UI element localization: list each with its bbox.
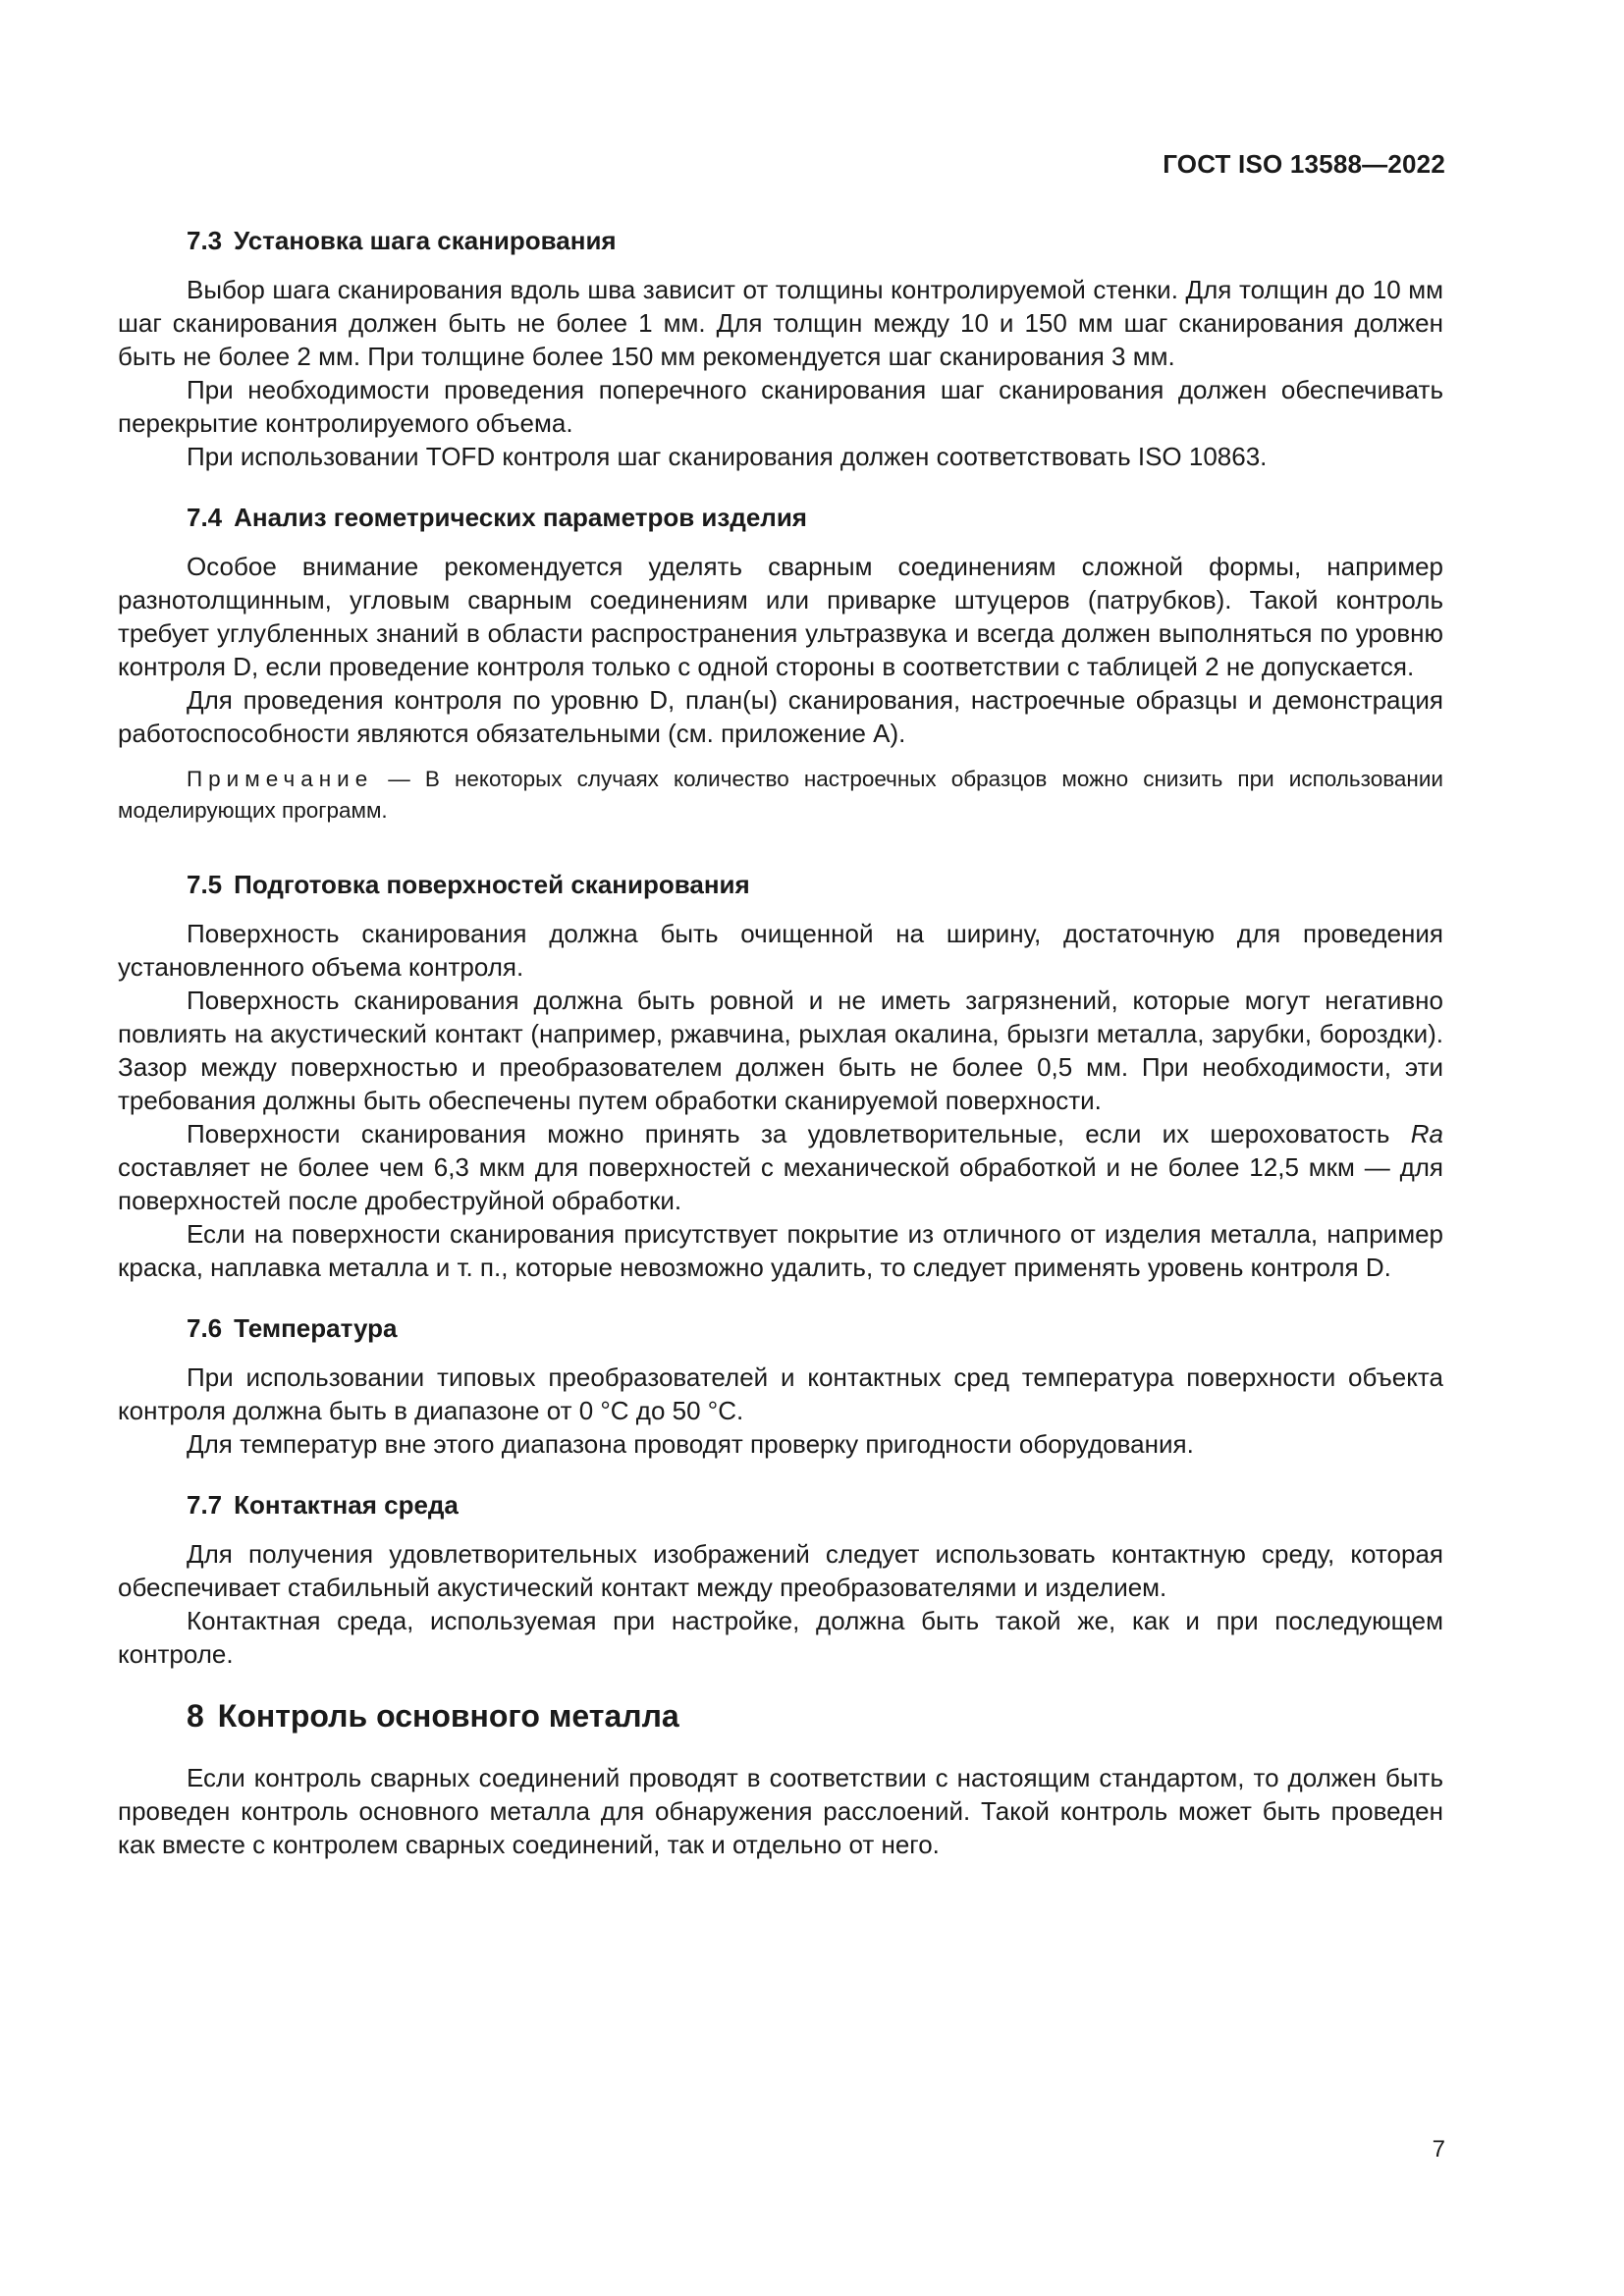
roughness-symbol: Ra bbox=[1410, 1119, 1443, 1148]
section-heading: Температура bbox=[234, 1313, 398, 1343]
section-title bbox=[118, 868, 1443, 901]
paragraph: Контактная среда, используемая при настройке, должна быть такой же, как и при последующем контроле. bbox=[118, 1606, 1443, 1669]
section-title bbox=[118, 501, 1443, 534]
section-7-6 bbox=[118, 1311, 1443, 1461]
paragraph: Если контроль сварных соединений проводят в соответствии с настоящим стандартом, то должен быть проведен контроль основного металла для обнаружения расслоений. Такой контроль может быть проведен как вместе с контролем сварных соединений, так и отдельно от него. bbox=[118, 1763, 1443, 1859]
section-7-5 bbox=[118, 868, 1443, 1284]
section-title bbox=[118, 1488, 1443, 1522]
paragraph-text: Поверхности сканирования можно принять за удовлетворительные, если их шероховатость bbox=[187, 1119, 1411, 1148]
paragraph: Для получения удовлетворительных изображений следует использовать контактную среду, которая обеспечивает стабильный акустический контакт между преобразователями и изделием. bbox=[118, 1539, 1443, 1602]
section-heading: Установка шага сканирования bbox=[234, 226, 617, 255]
section-title bbox=[118, 224, 1443, 257]
paragraph: Особое внимание рекомендуется уделять сварным соединениям сложной формы, например разнотолщинным, угловым сварным соединениям или приварке штуцеров (патрубков). Такой контроль требует углубленных знаний в области распространения ультразвука и всегда должен выполняться по уровню контроля D, если проведение контроля только с одной стороны в соответствии с таблицей 2 не допускается. bbox=[118, 552, 1443, 681]
page-content bbox=[118, 224, 1443, 1861]
section-7-4 bbox=[118, 501, 1443, 827]
note bbox=[118, 764, 1443, 827]
paragraph: Если на поверхности сканирования присутствует покрытие из отличного от изделия металла, например краска, наплавка металла и т. п., которые невозможно удалить, то следует применять уровень контроля D. bbox=[118, 1219, 1443, 1282]
chapter-number: 8 bbox=[187, 1698, 204, 1734]
paragraph: Для температур вне этого диапазона проводят проверку пригодности оборудования. bbox=[187, 1429, 1194, 1459]
paragraph: Для проведения контроля по уровню D, план(ы) сканирования, настроечные образцы и демонстрация работоспособности являются обязательными (см. приложение А). bbox=[118, 685, 1443, 748]
paragraph: При использовании TOFD контроля шаг сканирования должен соответствовать ISO 10863. bbox=[187, 442, 1268, 471]
paragraph: Поверхность сканирования должна быть очищенной на ширину, достаточную для проведения установленного объема контроля. bbox=[118, 919, 1443, 982]
section-heading: Анализ геометрических параметров изделия bbox=[234, 503, 807, 532]
section-heading: Контактная среда bbox=[234, 1490, 459, 1520]
page-number: 7 bbox=[1432, 2136, 1445, 2163]
section-number: 7.5 bbox=[187, 870, 223, 899]
note-text: — В некоторых случаях количество настроечных образцов можно снизить при использовании моделирующих программ. bbox=[118, 767, 1443, 823]
paragraph: Выбор шага сканирования вдоль шва зависит от толщины контролируемой стенки. Для толщин до 10 мм шаг сканирования должен быть не более 1 мм. Для толщин между 10 и 150 мм шаг сканирования должен быть не более 2 мм. При толщине более 150 мм рекомендуется шаг сканирования 3 мм. bbox=[118, 275, 1443, 371]
standard-header: ГОСТ ISO 13588—2022 bbox=[1163, 149, 1445, 179]
chapter-title bbox=[118, 1696, 1443, 1735]
chapter-8 bbox=[118, 1696, 1443, 1861]
paragraph: При использовании типовых преобразователей и контактных сред температура поверхности объекта контроля должна быть в диапазоне от 0 °С до 50 °С. bbox=[118, 1362, 1443, 1425]
paragraph-text: составляет не более чем 6,3 мкм для поверхностей с механической обработкой и не более 12,5 мкм — для поверхностей после дробеструйной обработки. bbox=[118, 1152, 1443, 1215]
section-title bbox=[118, 1311, 1443, 1345]
paragraph: Поверхность сканирования должна быть ровной и не иметь загрязнений, которые могут негативно повлиять на акустический контакт (например, ржавчина, рыхлая окалина, брызги металла, зарубки, бороздки). Зазор между поверхностью и преобразователем должен быть не более 0,5 мм. При необходимости, эти требования должны быть обеспечены путем обработки сканируемой поверхности. bbox=[118, 986, 1443, 1115]
section-number: 7.4 bbox=[187, 503, 223, 532]
section-number: 7.3 bbox=[187, 226, 223, 255]
section-7-3 bbox=[118, 224, 1443, 473]
paragraph bbox=[118, 1117, 1443, 1217]
section-number: 7.7 bbox=[187, 1490, 223, 1520]
section-heading: Подготовка поверхностей сканирования bbox=[234, 870, 750, 899]
note-label: Примечание bbox=[187, 767, 374, 791]
paragraph: При необходимости проведения поперечного сканирования шаг сканирования должен обеспечивать перекрытие контролируемого объема. bbox=[118, 375, 1443, 438]
section-number: 7.6 bbox=[187, 1313, 223, 1343]
chapter-heading: Контроль основного металла bbox=[217, 1698, 679, 1734]
section-7-7 bbox=[118, 1488, 1443, 1671]
